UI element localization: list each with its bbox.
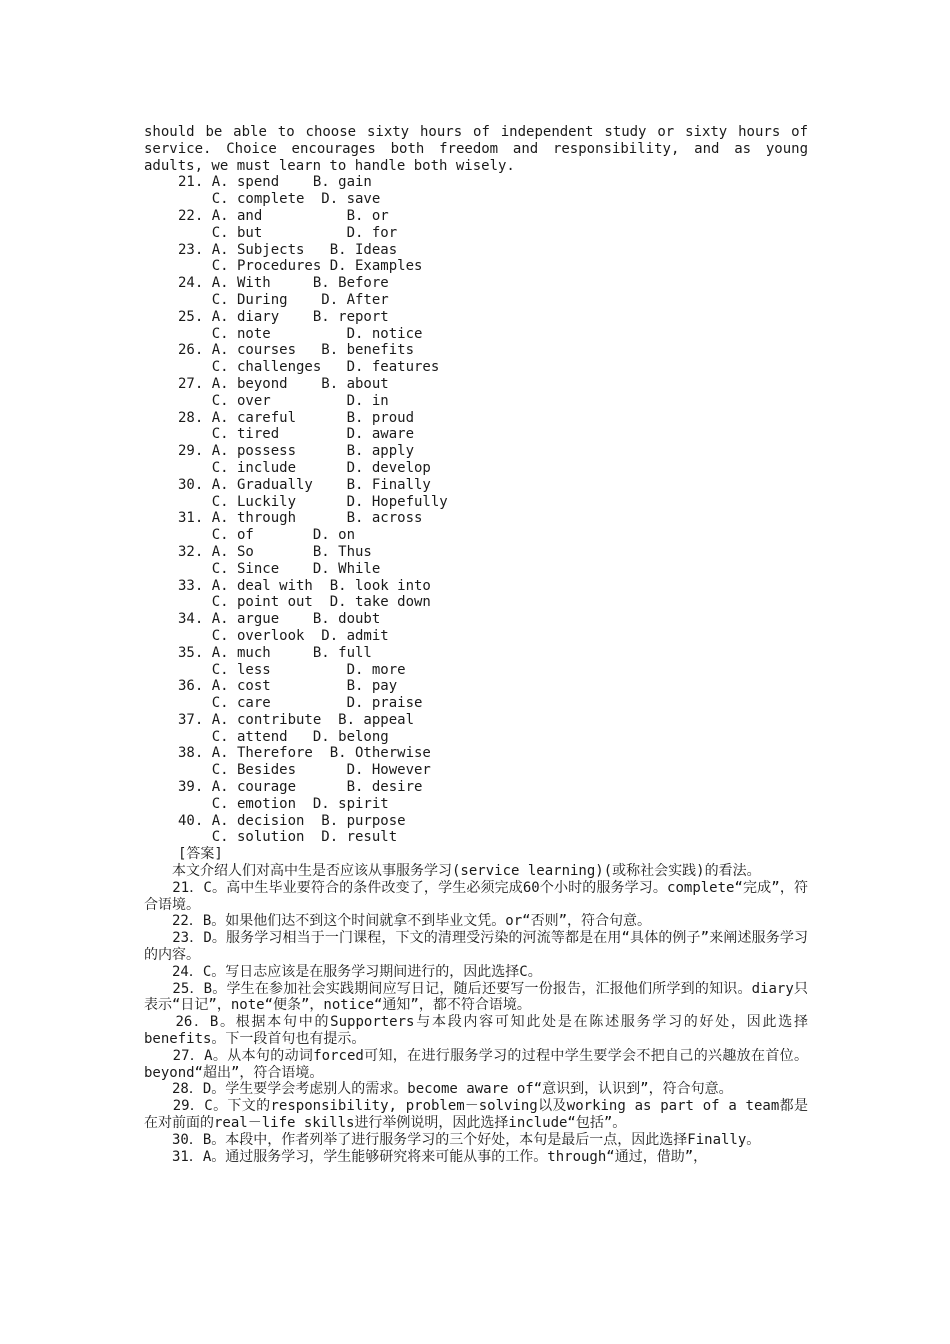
question-options-ab: 21. A. spend B. gain [178,174,372,191]
question-item [178,745,808,779]
question-options-ab: 27. A. beyond B. about [178,375,389,392]
question-options-cd: C. attend D. belong [178,728,389,745]
question-options-ab: 35. A. much B. full [178,644,372,661]
question-options-cd: C. Besides D. However [178,762,431,779]
question-options-ab: 37. A. contribute B. appeal [178,711,415,728]
question-item [178,477,808,511]
question-options-ab: 39. A. courage B. desire [178,779,423,796]
question-options-cd: C. include D. develop [178,459,431,476]
question-options-cd: C. Luckily D. Hopefully [178,493,448,510]
question-options-ab: 25. A. diary B. report [178,308,389,325]
summary-paragraph: 本文介绍人们对高中生是否应该从事服务学习(service learning)(或称社会实践)的看法。 [144,863,761,880]
question-options-cd: C. less D. more [178,661,406,678]
question-options-cd: C. note D. notice [178,325,423,342]
question-item [178,309,808,343]
question-item [178,779,808,813]
question-options-cd: C. but D. for [178,224,398,241]
question-options-ab: 38. A. Therefore B. Otherwise [178,745,431,762]
question-item [178,578,808,612]
question-options-ab: 30. A. Gradually B. Finally [178,476,431,493]
question-item [178,544,808,578]
question-options-cd: C. Procedures D. Examples [178,258,423,275]
question-options-cd: C. tired D. aware [178,426,415,443]
question-options-ab: 24. A. With B. Before [178,275,389,292]
question-item [178,443,808,477]
question-options-ab: 29. A. possess B. apply [178,443,415,460]
question-options-cd: C. complete D. save [178,191,381,208]
answer-item: 27．A。从本句的动词forced可知，在进行服务学习的过程中学生要学会不把自己的兴趣放在首位。beyond“超出”，符合语境。 [144,1047,808,1081]
question-options-cd: C. over D. in [178,392,389,409]
question-options-cd: C. emotion D. spirit [178,795,389,812]
question-options-ab: 34. A. argue B. doubt [178,611,381,628]
question-item [178,611,808,645]
question-list [144,174,808,846]
question-item [178,510,808,544]
answer-item: 21．C。高中生毕业要符合的条件改变了，学生必须完成60个小时的服务学习。complete“完成”，符合语境。 [144,879,808,913]
answer-item: 24．C。写日志应该是在服务学习期间进行的，因此选择C。 [144,963,542,980]
question-options-cd: C. of D. on [178,527,356,544]
answer-item: 29．C。下文的responsibility, problem－solving以及working as part of a team都是在对前面的real－life skills进行举例说明，因此选择include“包括”。 [144,1098,808,1132]
question-options-ab: 33. A. deal with B. look into [178,577,431,594]
question-options-cd: C. point out D. take down [178,594,431,611]
question-item [178,275,808,309]
answer-item: 26．B。根据本句中的Supporters与本段内容可知此处是在陈述服务学习的好处，因此选择benefits。下一段首句也有提示。 [144,1014,808,1048]
question-options-ab: 26. A. courses B. benefits [178,342,415,359]
answer-item: 31．A。通过服务学习，学生能够研究将来可能从事的工作。through“通过，借助”， [144,1148,708,1165]
question-options-ab: 36. A. cost B. pay [178,678,398,695]
question-options-ab: 23. A. Subjects B. Ideas [178,241,398,258]
question-item [178,342,808,376]
question-item [178,174,808,208]
question-options-ab: 40. A. decision B. purpose [178,812,406,829]
question-options-ab: 32. A. So B. Thus [178,543,372,560]
question-item [178,678,808,712]
question-item [178,645,808,679]
question-options-cd: C. Since D. While [178,560,381,577]
question-options-cd: C. solution D. result [178,829,398,846]
question-options-cd: C. overlook D. admit [178,627,389,644]
document-page [144,124,817,1165]
question-options-cd: C. challenges D. features [178,359,440,376]
question-item [178,242,808,276]
answer-list [144,880,808,1166]
question-options-ab: 31. A. through B. across [178,510,423,527]
answer-item: 23．D。服务学习相当于一门课程，下文的清理受污染的河流等都是在用“具体的例子”来阐述服务学习的内容。 [144,930,808,964]
question-item [178,376,808,410]
answer-item: 28．D。学生要学会考虑别人的需求。become aware of“意识到，认识到”，符合句意。 [144,1081,733,1098]
question-item [178,410,808,444]
answer-item: 25．B。学生在参加社会实践期间应写日记，随后还要写一份报告，汇报他们所学到的知识。diary只表示“日记”，note“便条”，notice“通知”，都不符合语境。 [144,980,808,1014]
question-item [178,813,808,847]
question-item [178,712,808,746]
answer-item: 30．B。本段中，作者列举了进行服务学习的三个好处，本句是最后一点，因此选择Finally。 [144,1131,761,1148]
answer-item: 22．B。如果他们达不到这个时间就拿不到毕业文凭。or“否则”，符合句意。 [144,913,651,930]
question-item [178,208,808,242]
question-options-ab: 28. A. careful B. proud [178,409,415,426]
question-options-ab: 22. A. and B. or [178,207,389,224]
intro-paragraph: should be able to choose sixty hours of independent study or sixty hours of service. Choice encourages both freedom and responsibility, and as young adults, we must learn to handle both wisely. [144,124,817,174]
question-options-cd: C. During D. After [178,291,389,308]
question-options-cd: C. care D. praise [178,695,423,712]
answer-heading: [答案] [178,846,223,863]
